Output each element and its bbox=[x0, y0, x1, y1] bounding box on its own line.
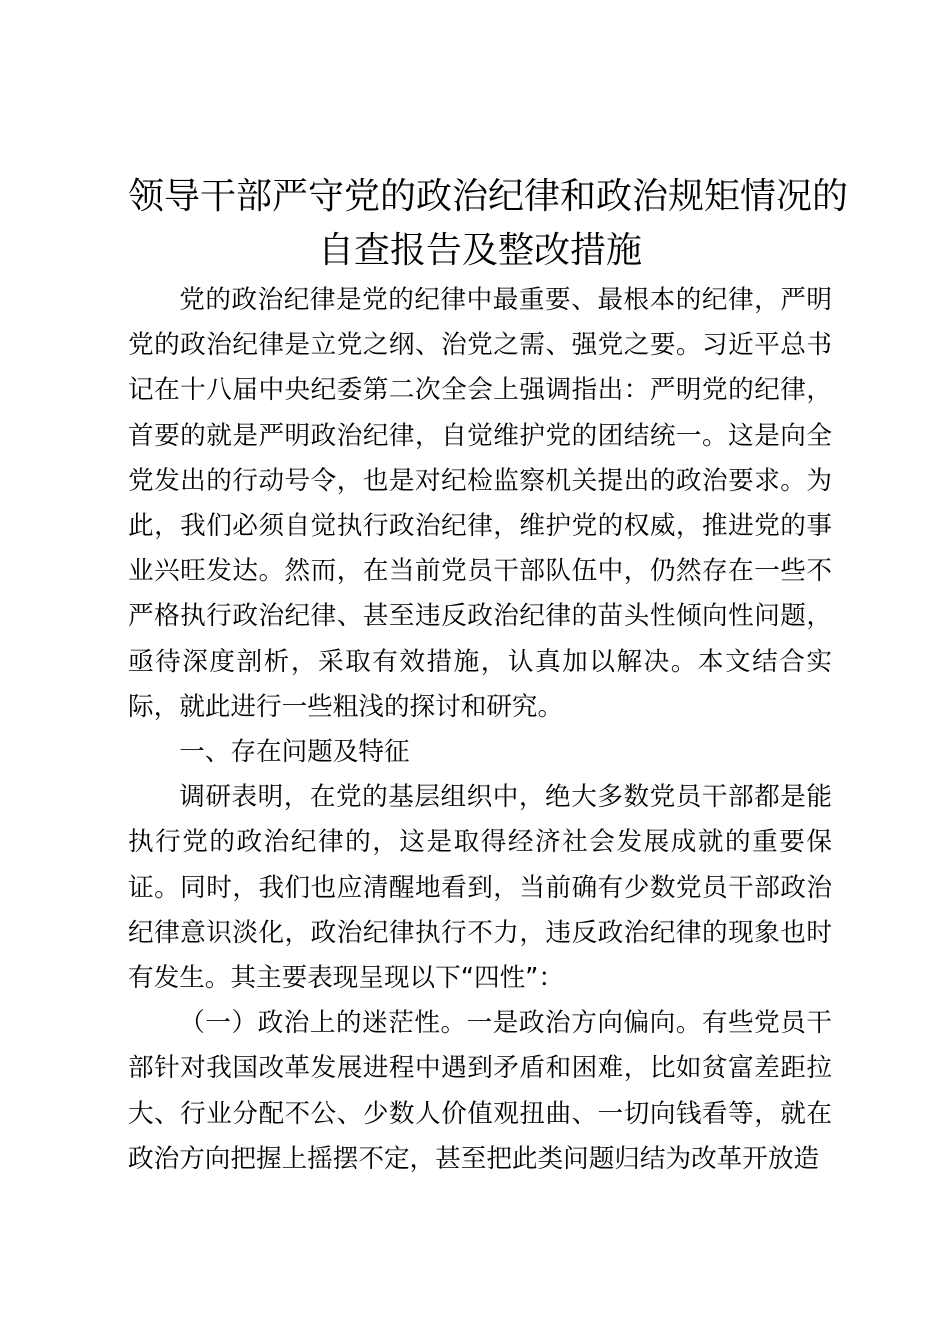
political-confusion-paragraph: （一）政治上的迷茫性。一是政治方向偏向。有些党员干部针对我国改革发展进程中遇到矛盾和困难，比如贫富差距拉大、行业分配不公、少数人价值观扭曲、一切向钱看等，就在政治方向把握上摇摆不定，甚至把此类问题归结为改革开放造 bbox=[128, 1008, 832, 1174]
title-line-2: 自查报告及整改措施 bbox=[317, 230, 642, 271]
title-line-1: 领导干部严守党的政治纪律和政治规矩情况的 bbox=[128, 176, 849, 217]
survey-paragraph: 调研表明，在党的基层组织中，绝大多数党员干部都是能执行党的政治纪律的，这是取得经济社会发展成就的重要保证。同时，我们也应清醒地看到，当前确有少数党员干部政治纪律意识淡化，政治纪律执行不力，违反政治纪律的现象也时有发生。其主要表现呈现以下“四性”： bbox=[128, 782, 832, 994]
intro-paragraph: 党的政治纪律是党的纪律中最重要、最根本的纪律，严明党的政治纪律是立党之纲、治党之需、强党之要。习近平总书记在十八届中央纪委第二次全会上强调指出：严明党的纪律，首要的就是严明政治纪律，自觉维护党的团结统一。这是向全党发出的行动号令，也是对纪检监察机关提出的政治要求。为此，我们必须自觉执行政治纪律，维护党的权威，推进党的事业兴旺发达。然而，在当前党员干部队伍中，仍然存在一些不严格执行政治纪律、甚至违反政治纪律的苗头性倾向性问题，亟待深度剖析，采取有效措施，认真加以解决。本文结合实际，就此进行一些粗浅的探讨和研究。 bbox=[128, 285, 832, 722]
section-heading: 一、存在问题及特征 bbox=[179, 737, 410, 768]
document-title bbox=[128, 170, 849, 278]
document-page bbox=[128, 170, 849, 1182]
